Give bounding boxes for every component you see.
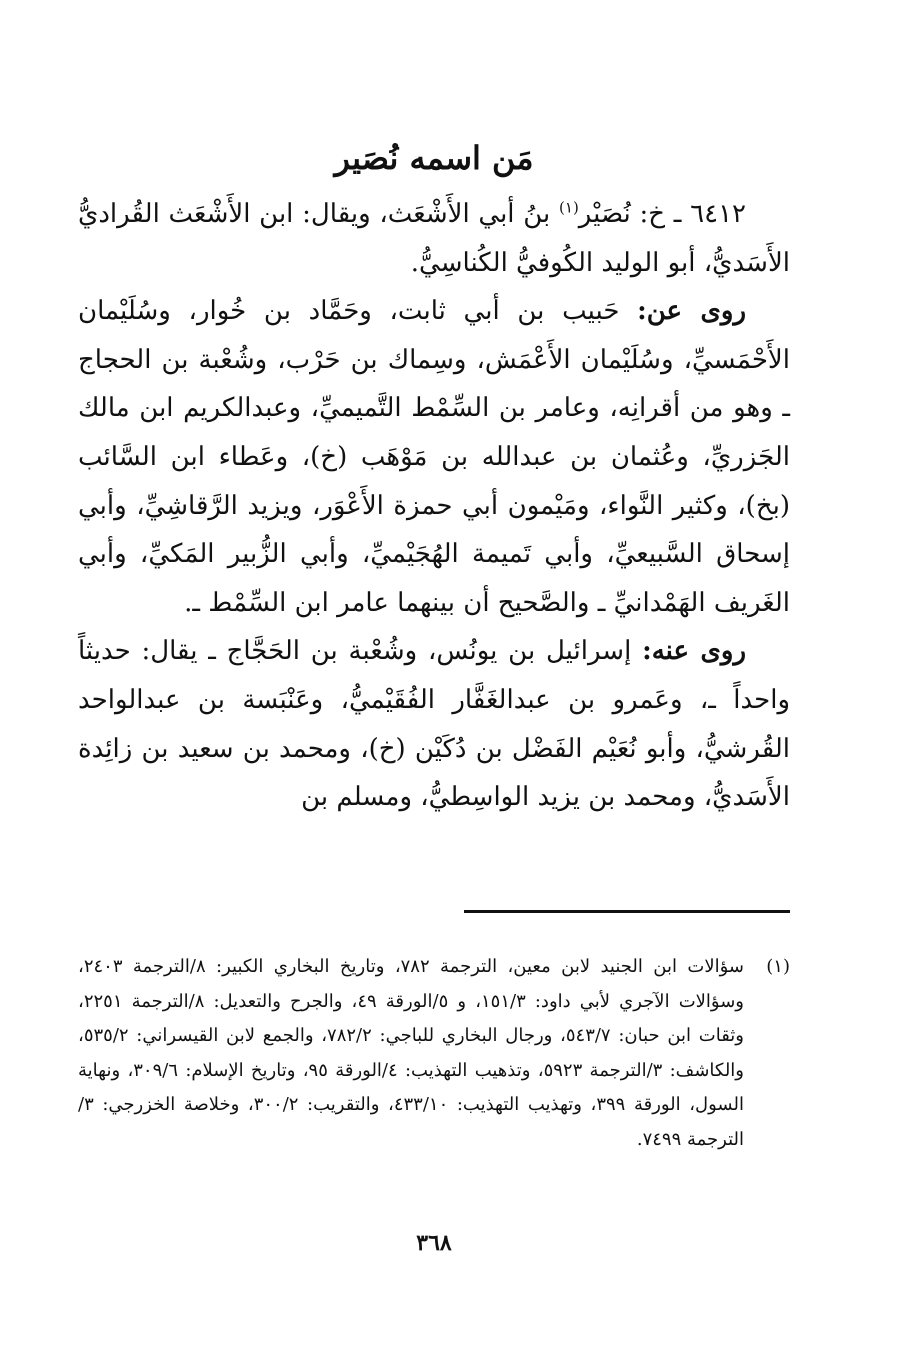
section-title: مَن اسمه نُصَير [334,139,534,177]
narrated-by-paragraph [78,627,790,821]
footnote-reference[interactable]: (١) [559,198,579,217]
narrated-from-paragraph [78,287,790,627]
footnote-divider [464,910,790,913]
page-number: ٣٦٨ [416,1230,452,1256]
narrated-from-text: حَبيب بن أبي ثابت، وحَمَّاد بن خُوار، وسُلَيْمان الأَحْمَسيِّ، وسُلَيْمان الأَعْمَش، وسِماك بن حَرْب، وشُعْبة بن الحجاج ـ وهو من أقرانِه، وعامر بن السِّمْط التَّميميِّ، وعبدالكريم ابن مالك الجَزريِّ، وعُثمان بن عبدالله بن مَوْهَب (خ)، وعَطاء ابن السَّائب (بخ)، وكثير النَّواء، ومَيْمون أبي حمزة الأَعْوَر، ويزيد الرَّقاشِيِّ، وأبي إسحاق السَّبيعيِّ، وأبي تَميمة الهُجَيْميِّ، وأبي الزُّبير المَكيِّ، وأبي الغَريف الهَمْدانيِّ ـ والصَّحيح أن بينهما عامر ابن السِّمْط ـ. [78,296,790,618]
footnote-number: (١) [766,956,790,977]
entry-lineage: بنُ أبي الأَشْعَث، ويقال: ابن الأَشْعَث القُراديُّ الأَسَديُّ، أبو الوليد الكُوفيُّ الكُناسِيُّ. [78,199,790,278]
entry-symbol: خ [648,199,666,229]
footnote [78,950,790,1157]
biography-entry [78,190,790,822]
book-page [78,0,790,1347]
narrated-by-text: إسرائيل بن يونُس، وشُعْبة بن الحَجَّاج ـ يقال: حديثاً واحداً ـ، وعَمرو بن عبدالغَفَّار الفُقَيْميُّ، وعَنْبَسة بن عبدالواحد القُرشيُّ، وأبو نُعَيْم الفَضْل بن دُكَيْن (خ)، ومحمد بن سعيد بن زائِدة الأَسَديُّ، ومحمد بن يزيد الواسِطيُّ، ومسلم بن [78,636,790,813]
entry-number: ٦٤١٢ [690,199,746,229]
narrated-by-label: روى عنه: [642,636,746,667]
footnote-text: سؤالات ابن الجنيد لابن معين، الترجمة ٧٨٢، وتاريخ البخاري الكبير: ٨/الترجمة ٢٤٠٣، وسؤالات الآجري لأبي داود: ١٥١/٣، و ٥/الورقة ٤٩، والجرح والتعديل: ٨/الترجمة ٢٢٥١، وثقات ابن حبان: ٥٤٣/٧، ورجال البخاري للباجي: ٧٨٢/٢، والجمع لابن القيسراني: ٥٣٥/٢، والكاشف: ٣/الترجمة ٥٩٢٣، وتذهيب التهذيب: ٤/الورقة ٩٥، وتاريخ الإسلام: ٣٠٩/٦، ونهاية السول، الورقة ٣٩٩، وتهذيب التهذيب: ٤٣٣/١٠، والتقريب: ٣٠٠/٢، وخلاصة الخزرجي: ٣/الترجمة ٧٤٩٩. [78,956,744,1150]
narrated-from-label: روى عن: [637,296,747,327]
entry-name: نُصَيْر [578,199,631,229]
entry-heading-paragraph: ٦٤١٢ ـ خ: نُصَيْر$^{(١)}$ بنُ أبي الأَشْعَث، ويقال: ابن الأَشْعَث القُراديُّ الأَسَديُّ، أبو الوليد الكُوفيُّ الكُناسِيُّ. [78,198,790,278]
